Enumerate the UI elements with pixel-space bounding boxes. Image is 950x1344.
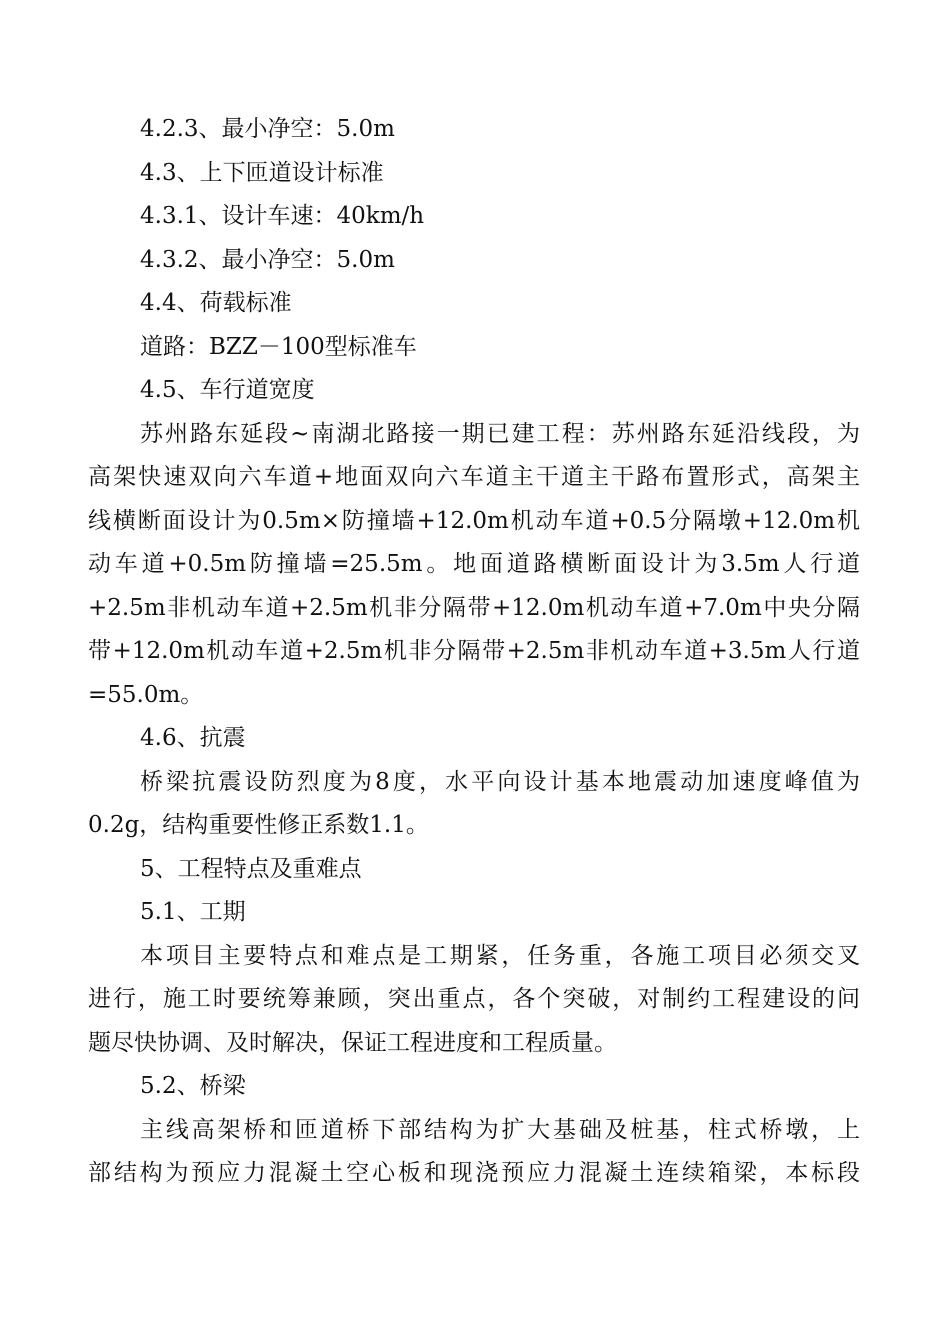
heading-4-6: 4.6、抗震 [140, 725, 246, 751]
bridge-paragraph [88, 1109, 860, 1196]
paragraph-line: 线横断面设计为0.5m×防撞墙+12.0m机动车道+0.5分隔墩+12.0m机 [88, 507, 860, 534]
paragraph-line: 高架快速双向六车道+地面双向六车道主干道主干路布置形式，高架主 [88, 464, 860, 490]
paragraph-line: 桥梁抗震设防烈度为8度，水平向设计基本地震动加速度峰值为 [140, 768, 860, 795]
load-standard-text: 道路：BZZ－100型标准车 [140, 333, 417, 360]
heading-5-1: 5.1、工期 [140, 899, 246, 925]
paragraph-line: 本项目主要特点和难点是工期紧，任务重，各施工项目必须交叉 [140, 942, 860, 969]
paragraph-line: +2.5m非机动车道+2.5m机非分隔带+12.0m机动车道+7.0m中央分隔 [88, 594, 860, 621]
heading-4-5: 4.5、车行道宽度 [140, 377, 315, 403]
paragraph-line: =55.0m。 [88, 681, 204, 708]
lane-width-paragraph [88, 413, 860, 718]
schedule-paragraph [88, 935, 860, 1066]
paragraph-line: 苏州路东延段~南湖北路接一期已建工程：苏州路东延沿线段，为 [140, 420, 860, 447]
heading-4-4: 4.4、荷载标准 [140, 290, 292, 316]
paragraph-line: 带+12.0m机动车道+2.5m机非分隔带+2.5m非机动车道+3.5m人行道 [88, 638, 860, 664]
heading-5-2: 5.2、桥梁 [140, 1073, 246, 1099]
document-page [88, 108, 860, 1196]
heading-4-2-3: 4.2.3、最小净空：5.0m [140, 116, 395, 142]
paragraph-line: 部结构为预应力混凝土空心板和现浇预应力混凝土连续箱梁，本标段 [88, 1160, 860, 1186]
heading-4-3-1: 4.3.1、设计车速：40km/h [140, 203, 425, 229]
paragraph-line: 动车道+0.5m防撞墙=25.5m。地面道路横断面设计为3.5m人行道 [88, 551, 860, 577]
heading-5: 5、工程特点及重难点 [140, 855, 362, 882]
paragraph-line: 主线高架桥和匝道桥下部结构为扩大基础及桩基，柱式桥墩，上 [140, 1116, 860, 1143]
paragraph-line: 进行，施工时要统筹兼顾，突出重点，各个突破，对制约工程建设的问 [88, 986, 860, 1012]
seismic-paragraph [88, 761, 860, 848]
paragraph-line: 0.2g，结构重要性修正系数1.1。 [88, 812, 429, 838]
heading-4-3: 4.3、上下匝道设计标准 [140, 159, 384, 186]
heading-4-3-2: 4.3.2、最小净空：5.0m [140, 246, 395, 273]
paragraph-line: 题尽快协调、及时解决，保证工程进度和工程质量。 [88, 1029, 617, 1056]
